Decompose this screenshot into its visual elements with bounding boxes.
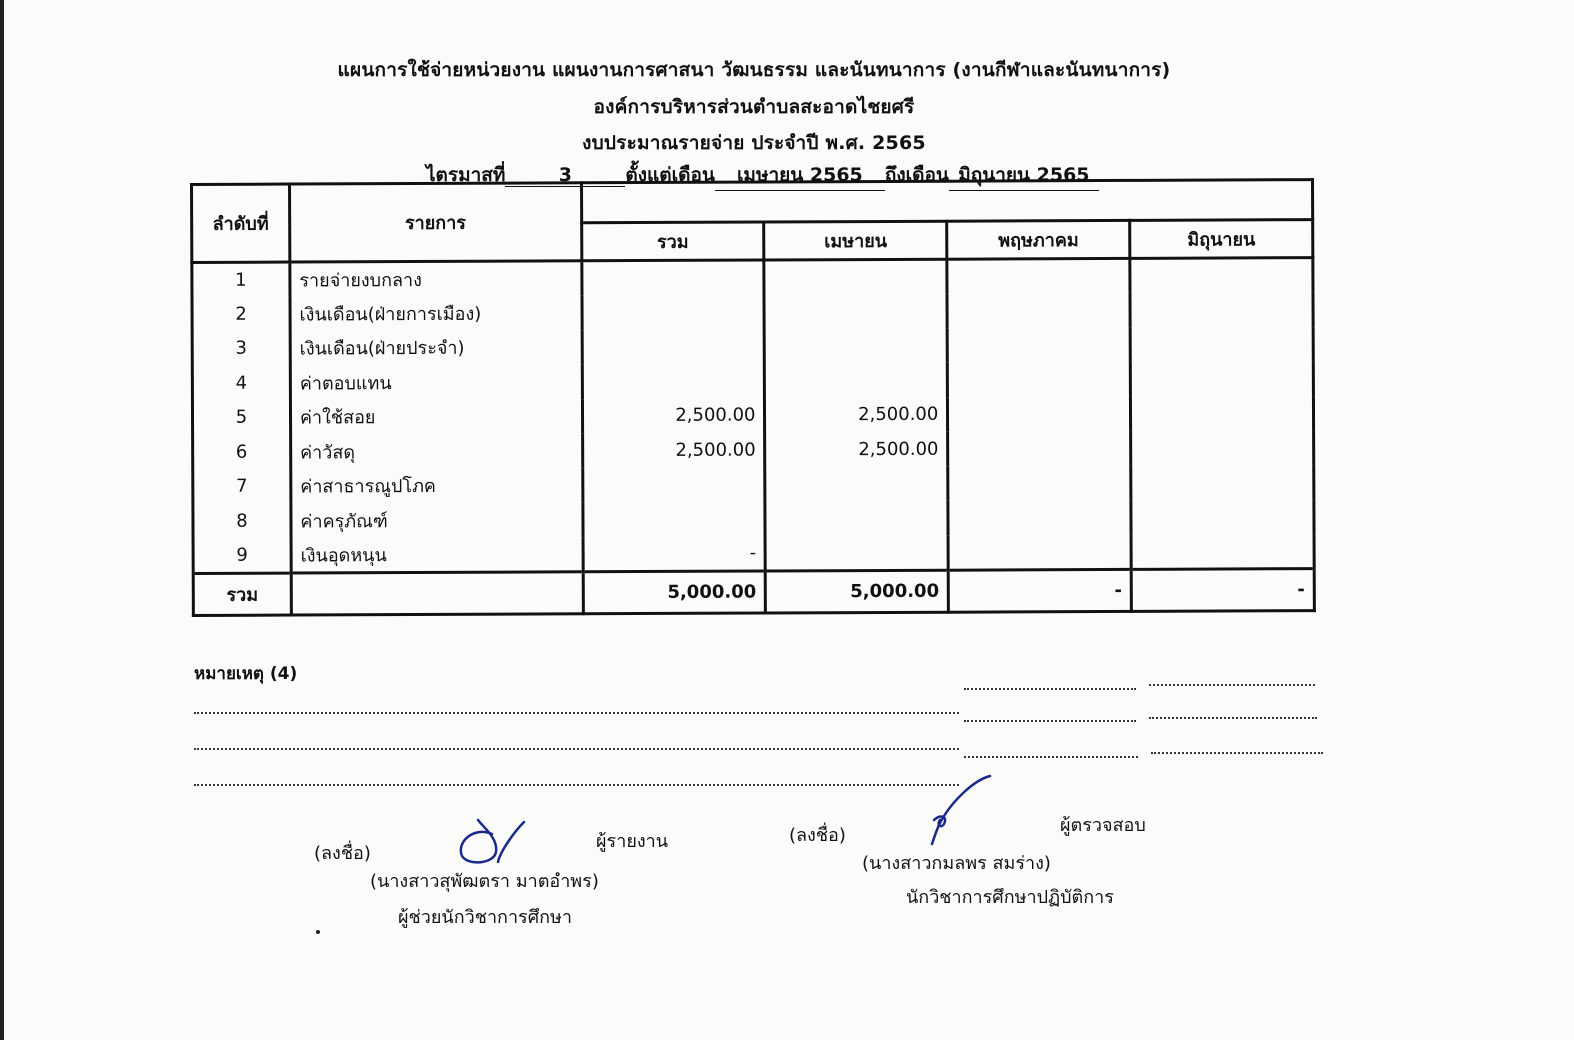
row-item: ค่าครุภัณฑ์	[291, 502, 583, 538]
note-dots	[964, 688, 1136, 690]
reporter-signature	[454, 812, 534, 872]
row-no: 7	[193, 469, 291, 504]
row-june	[1130, 292, 1313, 327]
to-month: มิถุนายน 2565	[949, 160, 1099, 191]
row-item: เงินเดือน(ฝ่ายการเมือง)	[290, 295, 582, 331]
row-april	[765, 328, 948, 363]
notes-label: หมายเหตุ (4)	[194, 664, 298, 684]
row-no: 5	[192, 400, 290, 435]
row-june	[1130, 258, 1313, 293]
row-total: -	[583, 536, 766, 571]
row-item: ค่าตอบแทน	[290, 364, 582, 400]
row-may	[948, 362, 1131, 397]
row-item: เงินอุดหนุน	[291, 537, 583, 573]
note-dots	[1149, 717, 1317, 719]
header-total: รวม	[581, 222, 764, 261]
row-no: 1	[192, 262, 290, 297]
budget-year: งบประมาณรายจ่าย ประจำปี พ.ศ. 2565	[582, 132, 926, 154]
table-row	[192, 327, 1313, 366]
doc-title: แผนการใช้จ่ายหน่วยงาน แผนงานการศาสนา วัฒนธรรม และนันทนาการ (งานกีฬาและนันทนาการ)	[337, 59, 1171, 81]
row-june	[1130, 327, 1313, 362]
total-sum: 5,000.00	[583, 570, 766, 613]
row-may	[947, 293, 1130, 328]
header-blank	[581, 180, 1313, 223]
total-label: รวม	[193, 573, 291, 615]
row-june	[1131, 430, 1314, 465]
row-may	[948, 500, 1131, 535]
row-no: 9	[193, 538, 291, 573]
row-june	[1131, 465, 1314, 500]
total-row	[193, 568, 1314, 615]
row-june	[1131, 396, 1314, 431]
note-dots	[1149, 684, 1315, 686]
row-item: ค่าสาธารณูปโภค	[291, 468, 583, 504]
header-may: พฤษภาคม	[947, 220, 1130, 259]
header-item: รายการ	[289, 183, 581, 262]
note-dots	[194, 712, 959, 714]
row-may	[948, 396, 1131, 431]
reporter-name: (นางสาวสุพัฒตรา มาตอำพร)	[370, 871, 599, 892]
org-name: องค์การบริหารส่วนตำบลสะอาดไชยศรี	[593, 96, 915, 118]
row-june	[1131, 534, 1314, 569]
row-no: 2	[192, 297, 290, 332]
table-row	[193, 430, 1314, 469]
table-row	[192, 292, 1313, 331]
total-may: -	[948, 569, 1131, 612]
row-total	[582, 467, 765, 502]
note-dots	[194, 748, 959, 750]
row-total	[583, 501, 766, 536]
quarter-label: ไตรมาสที่	[426, 164, 506, 186]
row-no: 4	[192, 366, 290, 401]
row-item: รายจ่ายงบกลาง	[290, 261, 582, 297]
row-item: ค่าวัสดุ	[291, 433, 583, 469]
row-total: 2,500.00	[582, 432, 765, 467]
checker-signature	[914, 770, 1004, 850]
table-row	[193, 465, 1314, 504]
row-april	[765, 363, 948, 398]
row-item: เงินเดือน(ฝ่ายประจำ)	[290, 330, 582, 366]
row-total: 2,500.00	[582, 398, 765, 433]
row-total	[582, 294, 765, 329]
table-row	[193, 499, 1314, 538]
row-total	[581, 260, 764, 295]
table-row	[192, 258, 1313, 297]
note-dots	[1151, 752, 1323, 754]
checker-name: (นางสาวกมลพร สมร่าง)	[862, 853, 1051, 874]
header-june: มิถุนายน	[1130, 220, 1313, 259]
from-month: เมษายน 2565	[715, 160, 885, 191]
row-april	[765, 535, 948, 570]
checker-position: นักวิชาการศึกษาปฏิบัติการ	[906, 887, 1114, 908]
table-row	[192, 361, 1313, 400]
note-dots	[964, 720, 1136, 722]
row-may	[948, 431, 1131, 466]
from-label: ตั้งแต่เดือน	[625, 164, 715, 186]
budget-table	[190, 178, 1316, 616]
row-april: 2,500.00	[765, 397, 948, 432]
reporter-role: ผู้รายงาน	[596, 831, 669, 852]
row-may	[947, 327, 1130, 362]
quarter-value: 3	[505, 164, 625, 187]
row-april	[765, 466, 948, 501]
row-june	[1130, 361, 1313, 396]
total-june: -	[1131, 568, 1314, 611]
note-dots	[964, 756, 1138, 758]
row-may	[947, 258, 1130, 293]
row-april: 2,500.00	[765, 432, 948, 467]
total-april: 5,000.00	[766, 570, 949, 613]
row-june	[1131, 499, 1314, 534]
row-april	[765, 501, 948, 536]
row-total	[582, 363, 765, 398]
row-item: ค่าใช้สอย	[290, 399, 582, 435]
row-total	[582, 329, 765, 364]
table-row	[193, 534, 1314, 573]
reporter-sign-prefix: (ลงชื่อ)	[314, 843, 371, 864]
row-april	[764, 294, 947, 329]
table-row	[192, 396, 1313, 435]
row-may	[948, 534, 1131, 569]
row-april	[764, 259, 947, 294]
row-may	[948, 465, 1131, 500]
header-no: ลำดับที่	[192, 184, 290, 262]
checker-role: ผู้ตรวจสอบ	[1060, 815, 1146, 836]
header-april: เมษายน	[764, 221, 947, 260]
row-no: 6	[193, 435, 291, 470]
to-label: ถึงเดือน	[884, 164, 949, 186]
row-no: 8	[193, 504, 291, 539]
checker-sign-prefix: (ลงชื่อ)	[789, 825, 846, 846]
note-dots	[194, 784, 959, 786]
stray-dot	[316, 930, 320, 934]
total-item-blank	[291, 571, 583, 614]
row-no: 3	[192, 331, 290, 366]
reporter-position: ผู้ช่วยนักวิชาการศึกษา	[398, 907, 573, 928]
